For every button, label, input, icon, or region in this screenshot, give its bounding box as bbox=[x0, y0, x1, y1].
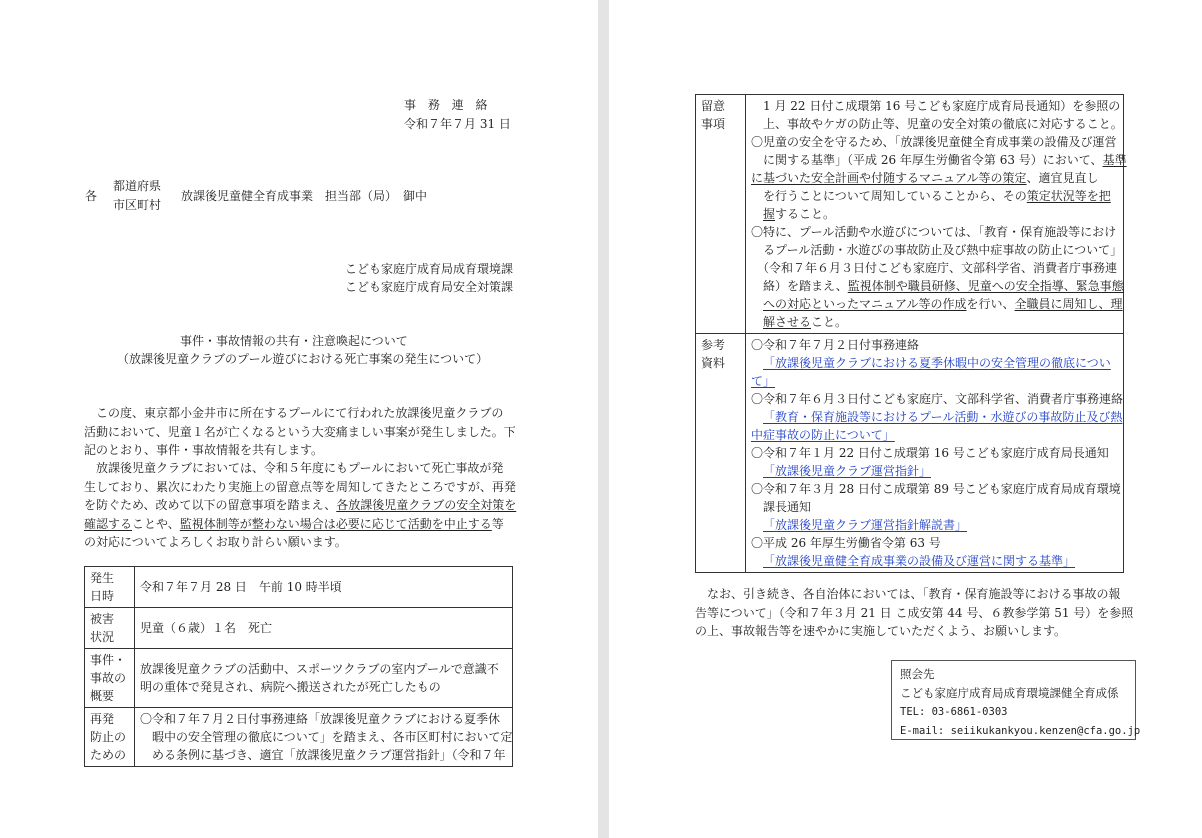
cell-text: 〇令和７年３月 28 日付こ成環第 89 号こども家庭庁成育局成育環境 bbox=[751, 482, 1121, 496]
cell-text: める条例に基づき、適宜「放課後児童クラブ運営指針」（令和７年 bbox=[140, 748, 506, 762]
header-text: 参考 bbox=[701, 338, 726, 352]
cell-text: 〇令和７年１月 22 日付こ成環第 16 号こども家庭庁成育局長通知 bbox=[751, 446, 1109, 460]
incident-table bbox=[84, 566, 513, 767]
body-line: 生しており、累次にわたり実施上の留意点等を周知してきたところですが、再発 bbox=[84, 479, 516, 494]
cell-text: 課長通知 bbox=[763, 500, 812, 514]
cell-text: 〇令和７年６月３日付こども家庭庁、文部科学省、消費者庁事務連絡 bbox=[751, 392, 1124, 406]
reference-link-pool-activity-cont[interactable]: 中症事故の防止について」 bbox=[751, 428, 895, 442]
header-text: 事故の bbox=[90, 671, 127, 685]
table-row bbox=[696, 95, 1124, 334]
header-text: 防止の bbox=[90, 730, 127, 744]
body-text: を防ぐため、改めて以下の留意事項を踏まえ、 bbox=[84, 498, 337, 512]
addressee-department: 放課後児童健全育成事業 担当部（局） 御中 bbox=[181, 189, 428, 203]
cell-text: るプール活動・水遊びの事故防止及び熱中症事故の防止について」 bbox=[751, 243, 1123, 257]
header-text: 事項 bbox=[701, 117, 726, 131]
cell-text: 、適宜見直し bbox=[1026, 171, 1099, 185]
cell-line bbox=[751, 372, 1118, 390]
body-line bbox=[84, 496, 516, 515]
cell-text: （令和７年６月３日付こども家庭庁、文部科学省、消費者庁事務連 bbox=[751, 261, 1118, 275]
reference-link-facility-standards[interactable]: 「放課後児童健全育成事業の設備及び運営に関する基準」 bbox=[763, 554, 1076, 568]
cell-line bbox=[751, 277, 1124, 295]
cell-text: 暇中の安全管理の徹底について」を踏まえ、各市区町村において定 bbox=[140, 730, 513, 744]
row-value bbox=[746, 334, 1124, 573]
closing-line: 告等について」（令和７年３月 21 日 こ成安第 44 号、６教参学第 51 号）を参照 bbox=[695, 605, 1134, 620]
cell-text: 児童（６歳）１名 死亡 bbox=[140, 621, 273, 635]
cell-text: に関する基準」（平成 26 年厚生労働省令第 63 号）において、 bbox=[751, 153, 1103, 167]
emphasis-text: 基準 bbox=[1102, 153, 1127, 167]
row-value bbox=[135, 708, 513, 767]
row-header bbox=[85, 708, 135, 767]
cell-line bbox=[751, 354, 1118, 372]
cell-line bbox=[751, 426, 1118, 444]
header-text: 再発 bbox=[90, 712, 115, 726]
row-value bbox=[135, 649, 513, 708]
header-text: 資料 bbox=[701, 356, 726, 370]
body-line: 記のとおり、事件・事故情報を共有します。 bbox=[84, 443, 324, 457]
sender-line1: こども家庭庁成育局成育環境課 bbox=[345, 262, 514, 276]
header-text: 被害 bbox=[90, 612, 115, 626]
table-row bbox=[85, 567, 513, 608]
table-row bbox=[85, 608, 513, 649]
header-text: 状況 bbox=[90, 630, 115, 644]
row-header bbox=[696, 95, 746, 334]
body-line bbox=[84, 515, 516, 534]
header-text: 日時 bbox=[90, 589, 115, 603]
cell-line bbox=[751, 151, 1127, 169]
emphasis-text: 各放課後児童クラブの安全対策を bbox=[336, 498, 517, 512]
notes-table bbox=[695, 94, 1127, 573]
contact-organization: こども家庭庁成育局成育環境課健全育成係 bbox=[900, 686, 1119, 700]
cell-text: すること。 bbox=[775, 207, 836, 221]
document-page-1 bbox=[0, 0, 598, 838]
header-text: 概要 bbox=[90, 689, 115, 703]
body-text: 等 bbox=[491, 516, 504, 531]
document-type-label: 事 務 連 絡 bbox=[404, 98, 492, 112]
cell-text: 〇特に、プール活動や水遊びについては、「教育・保育施設等におけ bbox=[751, 225, 1117, 239]
reference-link-guideline-commentary[interactable]: 「放課後児童クラブ運営指針解説書」 bbox=[763, 518, 968, 532]
contact-heading: 照会先 bbox=[900, 667, 935, 681]
cell-text: 〇児童の安全を守るため、「放課後児童健全育成事業の設備及び運営 bbox=[751, 135, 1117, 149]
table-row bbox=[85, 708, 513, 767]
row-header bbox=[696, 334, 746, 573]
cell-line bbox=[751, 205, 1118, 223]
body-paragraph-2 bbox=[84, 459, 516, 552]
emphasis-text: 策定状況等を把 bbox=[1026, 189, 1111, 203]
page-gutter bbox=[598, 0, 609, 838]
header-text: 事件・ bbox=[90, 653, 127, 667]
cell-text: 放課後児童クラブの活動中、スポーツクラブの室内プールで意識不 bbox=[140, 662, 499, 676]
body-line: 放課後児童クラブにおいては、令和５年度にもプールにおいて死亡事故が発 bbox=[84, 461, 504, 475]
body-text: ことや、 bbox=[132, 516, 180, 531]
cell-text: 〇令和７年７月２日付事務連絡「放課後児童クラブにおける夏季休 bbox=[140, 712, 501, 726]
header-text: 留意 bbox=[701, 99, 726, 113]
cell-line bbox=[751, 462, 1118, 480]
cell-line bbox=[751, 295, 1123, 313]
row-value bbox=[746, 95, 1127, 334]
closing-paragraph bbox=[695, 585, 1133, 641]
title-line2: （放課後児童クラブのプール遊びにおける死亡事案の発生について） bbox=[117, 352, 489, 366]
row-header bbox=[85, 567, 135, 608]
reference-link-operation-guideline[interactable]: 「放課後児童クラブ運営指針」 bbox=[763, 464, 932, 478]
cell-text: 〇平成 26 年厚生労働省令第 63 号 bbox=[751, 536, 941, 550]
cell-line bbox=[751, 187, 1118, 205]
addressee-line2: 市区町村 bbox=[113, 198, 162, 212]
reference-link-summer-safety[interactable]: 「放課後児童クラブにおける夏季休暇中の安全管理の徹底につい bbox=[763, 356, 1111, 370]
closing-line: の上、事故報告等を速やかに実施していただくよう、お願いします。 bbox=[695, 624, 1067, 638]
body-line: この度、東京都小金井市に所在するプールにて行われた放課後児童クラブの bbox=[84, 406, 504, 420]
emphasis-text: に基づいた安全計画や付随するマニュアル等の策定 bbox=[751, 171, 1027, 185]
table-row bbox=[85, 649, 513, 708]
header-text: 発生 bbox=[90, 571, 115, 585]
sender-line2: こども家庭庁成育局安全対策課 bbox=[345, 280, 514, 294]
table-row bbox=[696, 334, 1124, 573]
cell-line bbox=[751, 408, 1123, 426]
row-value bbox=[135, 567, 513, 608]
reference-link-summer-safety-cont[interactable]: て」 bbox=[751, 374, 776, 388]
body-line: の対応についてよろしくお取り計らい願います。 bbox=[84, 535, 347, 549]
body-line: 活動において、児童１名が亡くなるという大変痛ましい事案が発生しました。下 bbox=[84, 424, 516, 439]
cell-text: 明の重体で発見され、病院へ搬送されたが死亡したもの bbox=[140, 680, 441, 694]
cell-text: 上、事故やケガの防止等、児童の安全対策の徹底に対応すること。 bbox=[751, 117, 1123, 131]
cell-line bbox=[751, 552, 1118, 570]
cell-text: こと。 bbox=[811, 315, 848, 329]
cell-line bbox=[751, 313, 1118, 331]
title-line1: 事件・事故情報の共有・注意喚起について bbox=[180, 334, 408, 348]
closing-line: なお、引き続き、各自治体においては、「教育・保育施設等における事故の報 bbox=[695, 587, 1121, 601]
contact-telephone: TEL: 03-6861-0303 bbox=[900, 706, 1008, 718]
cell-text: 令和７年７月 28 日 午前 10 時半頃 bbox=[140, 580, 342, 594]
document-date: 令和７年７月 31 日 bbox=[404, 117, 511, 131]
contact-box bbox=[891, 660, 1141, 740]
cell-text: 絡）を踏まえ、 bbox=[751, 279, 848, 293]
header-text: ための bbox=[90, 748, 127, 762]
emphasis-text: への対応といったマニュアル等の作成 bbox=[763, 297, 967, 311]
emphasis-text: 握 bbox=[763, 207, 776, 221]
cell-text: 〇令和７年７月２日付事務連絡 bbox=[751, 338, 920, 352]
emphasis-text: 確認する bbox=[84, 516, 133, 531]
reference-link-pool-activity[interactable]: 「教育・保育施設等におけるプール活動・水遊びの事故防止及び熱 bbox=[763, 410, 1123, 424]
body-paragraph-1 bbox=[84, 404, 516, 460]
cell-text: を行い、 bbox=[966, 297, 1015, 311]
cell-line bbox=[751, 516, 1118, 534]
row-header bbox=[85, 608, 135, 649]
row-header bbox=[85, 649, 135, 708]
cell-text: 1 月 22 日付こ成環第 16 号こども家庭庁成育局長通知）を参照の bbox=[751, 99, 1121, 113]
addressee-line1: 都道府県 bbox=[113, 179, 162, 193]
contact-email[interactable]: E-mail: seiikukankyou.kenzen@cfa.go.jp bbox=[900, 725, 1141, 737]
row-value bbox=[135, 608, 513, 649]
cell-line bbox=[751, 169, 1118, 187]
emphasis-text: 監視体制等が整わない場合は必要に応じて活動を中止する bbox=[179, 516, 492, 531]
addressee-prefix: 各 bbox=[85, 189, 98, 203]
emphasis-text: 全職員に周知し、理 bbox=[1014, 297, 1123, 311]
emphasis-text: 監視体制や職員研修、児童への安全指導、緊急事態 bbox=[847, 279, 1124, 293]
cell-text: を行うことについて周知していることから、その bbox=[751, 189, 1027, 203]
emphasis-text: 解させる bbox=[763, 315, 812, 329]
